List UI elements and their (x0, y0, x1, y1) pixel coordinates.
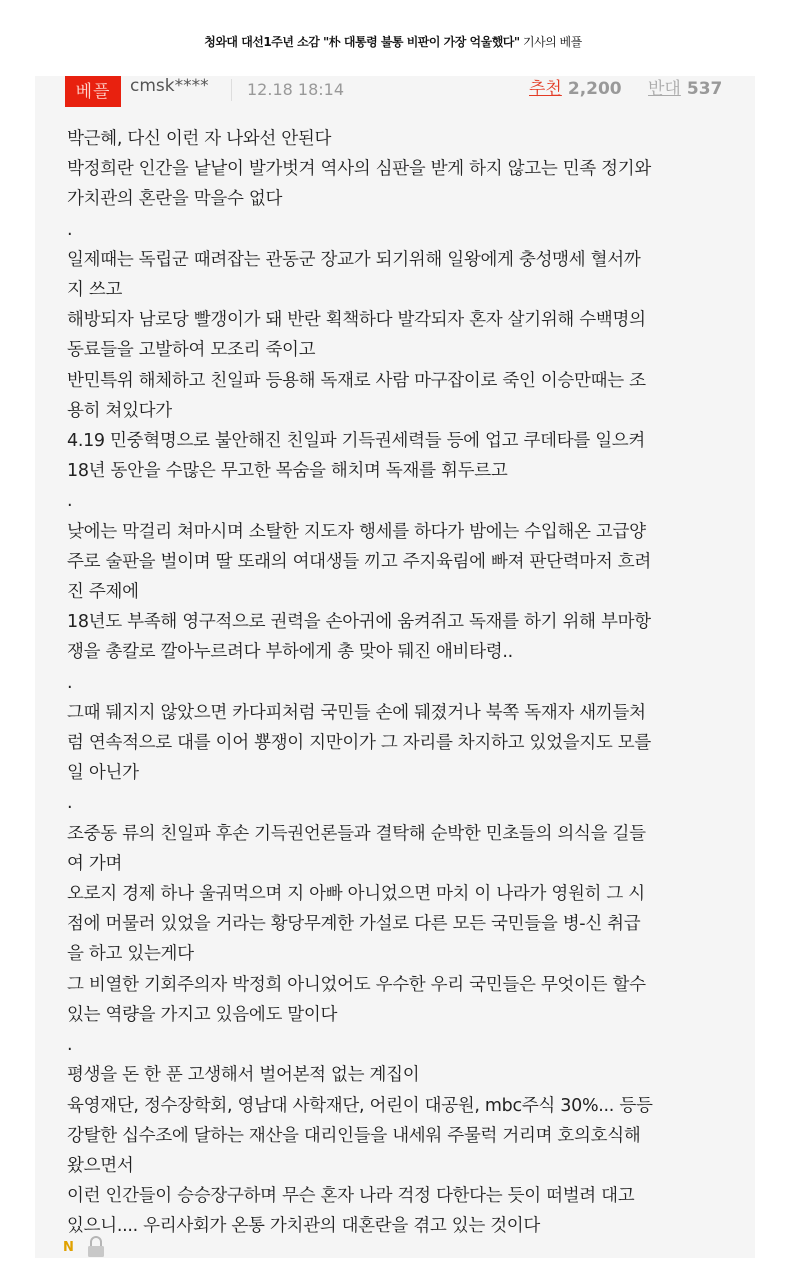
page-title-suffix: 기사의 베플 (519, 35, 582, 49)
comment-line: 동료들을 고발하여 모조리 죽이고 (67, 340, 316, 361)
comment-timestamp: 12.18 18:14 (247, 80, 344, 99)
comment-line: . (67, 793, 73, 814)
page-title-bold: 청와대 대선1주년 소감 "朴 대통령 불통 비판이 가장 억울했다" (204, 35, 520, 49)
naver-logo-icon: N (63, 1239, 74, 1255)
comment-line: 여 가며 (67, 853, 123, 874)
comment-line: 육영재단, 정수장학회, 영남대 사학재단, 어린이 대공원, mbc주식 30%... 등등 (67, 1095, 653, 1116)
comment-line: . (67, 491, 73, 512)
best-comment-badge: 베플 (65, 76, 121, 107)
comment-line: 있으니.... 우리사회가 온통 가치관의 대혼란을 겪고 있는 것이다 (67, 1216, 541, 1237)
comment-line: 18년도 부족해 영구적으로 권력을 손아귀에 움켜쥐고 독재를 하기 위해 부마항 (67, 612, 651, 633)
comment-line: 18년 동안을 수많은 무고한 목숨을 해치며 독재를 휘두르고 (67, 461, 508, 482)
downvote-button[interactable] (648, 74, 722, 99)
comment-line: 그 비열한 기회주의자 박정희 아니었어도 우수한 우리 국민들은 무엇이든 할수 (67, 974, 646, 995)
comment-line: 을 하고 있는게다 (67, 944, 194, 965)
comment-line: . (67, 1035, 73, 1056)
header-divider (231, 79, 232, 101)
comment-line: . (67, 672, 73, 693)
comment-line: 반민특위 해체하고 친일파 등용해 독재로 사람 마구잡이로 죽인 이승만때는 조 (67, 370, 646, 391)
comment-line: 박정희란 인간을 낱낱이 발가벗겨 역사의 심판을 받게 하지 않고는 민족 정기와 (67, 159, 651, 180)
comment-line: 가치관의 혼란을 막을수 없다 (67, 189, 283, 210)
lock-icon[interactable] (86, 1236, 106, 1258)
comment-line: 진 주제에 (67, 582, 139, 603)
comment-card (35, 76, 755, 1258)
comment-line: 쟁을 총칼로 깔아누르려다 부하에게 총 맞아 뒈진 애비타령.. (67, 642, 513, 663)
comment-line: 이런 인간들이 승승장구하며 무슨 혼자 나라 걱정 다한다는 듯이 떠벌려 대고 (67, 1186, 635, 1207)
comment-footer (63, 1236, 106, 1258)
comment-line: 낮에는 막걸리 쳐마시며 소탈한 지도자 행세를 하다가 밤에는 수입해온 고급양 (67, 521, 646, 542)
comment-line: 4.19 민중혁명으로 불안해진 친일파 기득권세력들 등에 업고 쿠데타를 일으켜 (67, 431, 646, 452)
comment-line: 점에 머물러 있었을 거라는 황당무계한 가설로 다른 모든 국민들을 병-신 취급 (67, 914, 641, 935)
comment-line: 일제때는 독립군 때려잡는 관동군 장교가 되기위해 일왕에게 충성맹세 혈서까 (67, 249, 641, 270)
comment-line: 지 쓰고 (67, 280, 123, 301)
comment-line: 평생을 돈 한 푼 고생해서 벌어본적 없는 계집이 (67, 1065, 420, 1086)
comment-line: 오로지 경제 하나 울궈먹으며 지 아빠 아니었으면 마치 이 나라가 영원히 그 시 (67, 884, 645, 905)
comment-line: . (67, 219, 73, 240)
comment-line: 박근혜, 다신 이런 자 나와선 안된다 (67, 129, 332, 149)
comment-line: 주로 술판을 벌이며 딸 또래의 여대생들 끼고 주지육림에 빠져 판단력마저 흐려 (67, 551, 651, 572)
comment-line: 해방되자 남로당 빨갱이가 돼 반란 획책하다 발각되자 혼자 살기위해 수백명의 (67, 310, 646, 331)
comment-line: 그때 뒈지지 않았으면 카다피처럼 국민들 손에 뒈졌거나 북쪽 독재자 새끼들처 (67, 702, 646, 723)
page-title (0, 33, 786, 50)
comment-line: 일 아닌가 (67, 763, 139, 784)
comment-line: 왔으면서 (67, 1155, 134, 1176)
comment-line: 조중동 류의 친일파 후손 기득권언론들과 결탁해 순박한 민초들의 의식을 길들 (67, 823, 646, 844)
downvote-label[interactable]: 반대 (648, 79, 681, 99)
comment-line: 강탈한 십수조에 달하는 재산을 대리인들을 내세워 주물럭 거리며 호의호식해 (67, 1125, 641, 1146)
comment-user-id[interactable]: cmsk**** (130, 76, 209, 96)
comment-line: 용히 쳐있다가 (67, 400, 172, 421)
comment-line: 럼 연속적으로 대를 이어 뿅쟁이 지만이가 그 자리를 차지하고 있었을지도 모를 (67, 733, 651, 754)
comment-line: 있는 역량을 가지고 있음에도 말이다 (67, 1004, 338, 1025)
upvote-button[interactable] (529, 74, 622, 99)
upvote-label[interactable]: 추천 (529, 79, 562, 99)
downvote-count: 537 (686, 79, 723, 99)
comment-body (67, 124, 731, 1242)
upvote-count: 2,200 (567, 79, 622, 99)
